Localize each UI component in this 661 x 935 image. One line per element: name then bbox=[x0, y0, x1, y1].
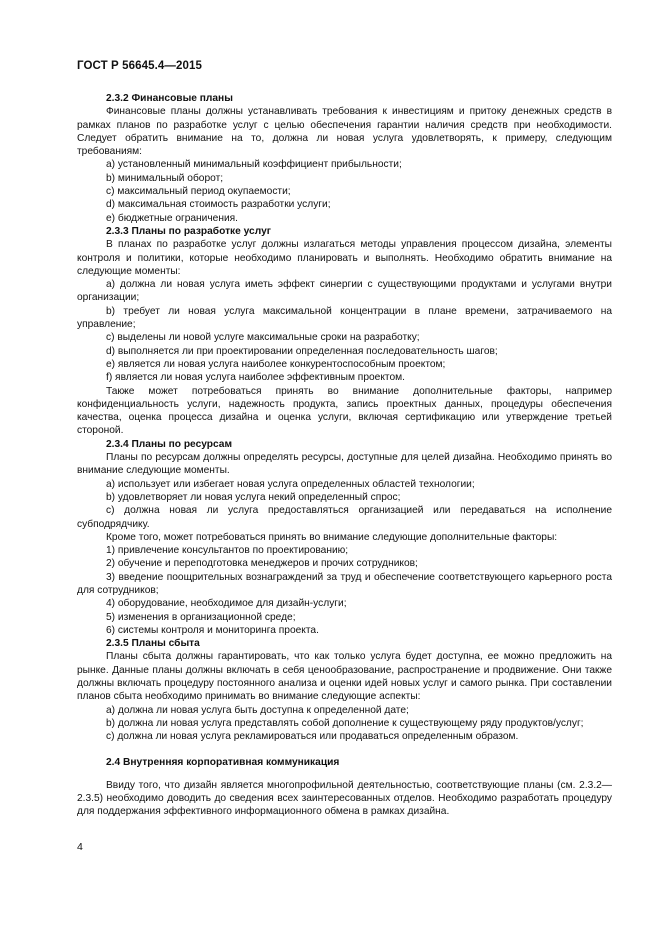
section-heading: 2.3.3 Планы по разработке услуг bbox=[106, 225, 271, 237]
paragraph: c) должна новая ли услуга предоставляться организацией или передаваться на исполнение субподрядчику. bbox=[77, 505, 612, 530]
paragraph: b) минимальный оборот; bbox=[106, 172, 224, 184]
paragraph: 4) оборудование, необходимое для дизайн-услуги; bbox=[106, 598, 347, 610]
paragraph: a) должна ли новая услуга быть доступна к определенной дате; bbox=[106, 704, 409, 716]
paragraph: b) должна ли новая услуга представлять собой дополнение к существующему ряду продуктов/услуг; bbox=[106, 717, 584, 729]
paragraph: В планах по разработке услуг должны излагаться методы управления процессом дизайна, элементы контроля и политики, которые необходимо планировать и выполнять. Необходимо обратить внимание на следующие моменты: bbox=[77, 239, 612, 277]
paragraph: c) должна ли новая услуга рекламироваться или продаваться определенным образом. bbox=[106, 731, 519, 743]
paragraph: 1) привлечение консультантов по проектированию; bbox=[106, 545, 349, 557]
page-number: 4 bbox=[77, 841, 83, 853]
section-heading: 2.3.4 Планы по ресурсам bbox=[106, 438, 233, 450]
paragraph: Также может потребоваться принять во внимание дополнительные факторы, например конфиденциальность услуги, надежность продукта, запись проектных данных, процедуры обеспечения качества, оценка процесса дизайна и оценка услуги, включая сертификацию или утверждение третьей стороной. bbox=[77, 385, 612, 437]
paragraph: b) требует ли новая услуга максимальной концентрации в плане времени, затрачиваемого на управление; bbox=[77, 305, 612, 331]
paragraph: 6) системы контроля и мониторинга проекта. bbox=[106, 624, 319, 636]
paragraph: Планы сбыта должны гарантировать, что как только услуга будет доступна, ее можно предложить на рынке. Данные планы должны включать в себя ценообразование, распространение и продвижение. Они также должны включать процедуру постоянного анализа и оценки идей новых услуг и самого рынка. При составлении планов сбыта необходимо принимать во внимание следующие аспекты: bbox=[77, 651, 612, 703]
paragraph: f) является ли новая услуга наиболее эффективным проектом. bbox=[106, 372, 405, 384]
section-heading: 2.3.2 Финансовые планы bbox=[106, 93, 233, 104]
paragraph: Финансовые планы должны устанавливать требования к инвестициям и притоку денежных средств в рамках планов по разработке услуг с целью обеспечения гарантии наличия средств при необходимости. Следует обратить внимание на то, должна ли новая услуга удовлетворять, к примеру, следующим требованиям: bbox=[77, 106, 612, 158]
paragraph: e) бюджетные ограничения. bbox=[106, 212, 239, 224]
paragraph: b) удовлетворяет ли новая услуга некий определенный спрос; bbox=[106, 491, 401, 503]
paragraph: d) выполняется ли при проектировании определенная последовательность шагов; bbox=[106, 345, 498, 357]
paragraph: 2) обучение и переподготовка менеджеров и прочих сотрудников; bbox=[106, 558, 418, 570]
paragraph: c) максимальный период окупаемости; bbox=[106, 186, 291, 198]
paragraph: 3) введение поощрительных вознаграждений за труд и обеспечение соответствующего карьерного роста для сотрудников; bbox=[77, 571, 612, 596]
section-heading: 2.3.5 Планы сбыта bbox=[106, 638, 200, 650]
paragraph: e) является ли новая услуга наиболее конкурентоспособным проектом; bbox=[106, 358, 446, 370]
paragraph: a) должна ли новая услуга иметь эффект синергии с существующими продуктами и услугами внутри организации; bbox=[77, 279, 612, 304]
paragraph: c) выделены ли новой услуге максимальные сроки на разработку; bbox=[106, 332, 420, 344]
paragraph: Ввиду того, что дизайн является многопрофильной деятельностью, соответствующие планы (см. 2.3.2—2.3.5) необходимо доводить до сведения всех заинтересованных отделов. Необходимо разработать процедуру для поддержания эффективного информационного обмена в рамках дизайна. bbox=[77, 779, 612, 818]
paragraph: 5) изменения в организационной среде; bbox=[106, 611, 296, 623]
document-body bbox=[77, 92, 612, 819]
paragraph: a) использует или избегает новая услуга определенных областей технологии; bbox=[106, 478, 475, 490]
paragraph: Планы по ресурсам должны определять ресурсы, доступные для целей дизайна. Необходимо принять во внимание следующие моменты. bbox=[77, 452, 612, 477]
paragraph: d) максимальная стоимость разработки услуги; bbox=[106, 199, 331, 211]
standard-header: ГОСТ Р 56645.4—2015 bbox=[77, 60, 202, 72]
paragraph: a) установленный минимальный коэффициент прибыльности; bbox=[106, 159, 402, 171]
section-heading: 2.4 Внутренняя корпоративная коммуникация bbox=[106, 756, 340, 768]
paragraph: Кроме того, может потребоваться принять во внимание следующие дополнительные факторы: bbox=[106, 531, 558, 543]
